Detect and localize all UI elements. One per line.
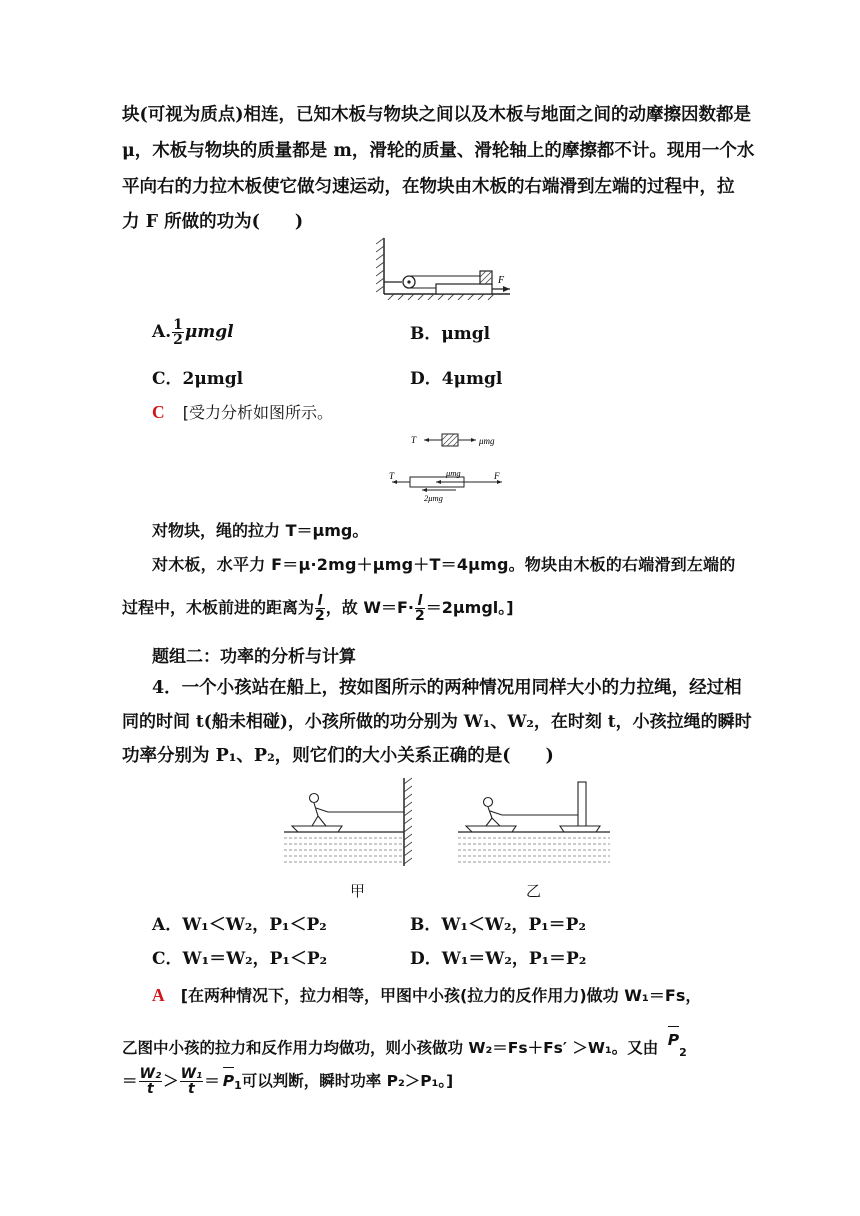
svg-text:T: T (389, 471, 395, 481)
q3-line-4: 力 F 所做的功为( ) (122, 212, 304, 232)
q3-option-a: A. $\frac{1}{2}$ μmgl (152, 317, 234, 348)
q4-line-1: 4．一个小孩站在船上，按如图所示的两种情况用同样大小的力拉绳，经过相 (152, 678, 742, 698)
figure-f-label: F (498, 275, 505, 286)
figure-left (284, 778, 412, 866)
q3-solution-2: 对木板，水平力 F＝μ·2mg＋μmg＋T＝4μmg。物块由木板的右端滑到左端的 (152, 555, 736, 574)
q3-answer-line (152, 400, 772, 425)
q4-solution-2: 乙图中小孩的拉力和反作用力均做功，则小孩做功 W₂＝Fs＋Fs′ ＞W₁。又由 $P_2$ (122, 1026, 742, 1065)
figure-right (458, 782, 610, 862)
svg-text:2μmg: 2μmg (424, 493, 443, 503)
q4-line-3: 功率分别为 P₁、P₂，则它们的大小关系正确的是( ) (122, 746, 554, 766)
q4-answer-key: A (152, 985, 165, 1005)
q3-answer-text: [受力分析如图所示。 (182, 403, 333, 422)
q3-line-3: 平向右的力拉木板使它做匀速运动，在物块由木板的右端滑到左端的过程中，拉 (122, 177, 735, 197)
q3-option-d: D．4μmgl (410, 369, 503, 389)
w2-over-t: $\frac{\text{W₂}}{t}$ (139, 1066, 162, 1097)
q4-answer-line (152, 983, 772, 1008)
q3-solution-3: 过程中，木板前进的距离为 $\frac{l}{2}$ ，故 W＝F· $\frac{l}{2}$ ＝2μmgl。] (122, 593, 514, 624)
q3-option-b: B．μmgl (410, 324, 491, 344)
q4-option-b: B．W₁＜W₂，P₁＝P₂ (410, 915, 586, 935)
free-body-diagram (384, 430, 514, 506)
l-over-2-fraction-2: $\frac{l}{2}$ (415, 593, 425, 624)
q3-answer-key: C (152, 402, 165, 422)
section-heading: 题组二：功率的分析与计算 (152, 647, 356, 667)
q3-option-c: C．2μmgl (152, 369, 244, 389)
svg-text:μmg: μmg (479, 436, 495, 446)
q4-solution-3: ＝ $\frac{\text{W₂}}{t}$ ＞ $\frac{\text{W₁}}{t}$ ＝ $P_1$可以判断，瞬时功率 P₂＞P₁。] (122, 1066, 454, 1097)
one-half-fraction: $\frac{1}{2}$ (173, 317, 183, 348)
w1-over-t: $\frac{\text{W₁}}{t}$ (180, 1066, 203, 1097)
q4-option-a: A．W₁＜W₂，P₁＜P₂ (152, 915, 327, 935)
svg-text:μmg: μmg (446, 468, 461, 478)
svg-text:F: F (494, 471, 500, 481)
q4-line-2: 同的时间 t(船未相碰)，小孩所做的功分别为 W₁、W₂，在时刻 t，小孩拉绳的瞬时 (122, 712, 752, 732)
caption-right: 乙 (526, 882, 542, 900)
q4-solution-1: [在两种情况下，拉力相等，甲图中小孩(拉力的反作用力)做功 W₁＝Fs， (180, 986, 702, 1005)
svg-text:T: T (411, 435, 417, 445)
boat-figures (282, 776, 612, 868)
q4-option-d: D．W₁＝W₂，P₁＝P₂ (410, 949, 587, 969)
q3-line-1: 块(可视为质点)相连，已知木板与物块之间以及木板与地面之间的动摩擦因数都是 (122, 105, 752, 125)
l-over-2-fraction: $\frac{l}{2}$ (315, 593, 325, 624)
q3-line-2: μ，木板与物块的质量都是 m，滑轮的质量、滑轮轴上的摩擦都不计。现用一个水 (122, 141, 755, 161)
q4-option-c: C．W₁＝W₂，P₁＜P₂ (152, 949, 328, 969)
caption-left: 甲 (350, 882, 366, 900)
pulley-board-figure (376, 236, 516, 300)
q3-solution-1: 对物块，绳的拉力 T＝μmg。 (152, 521, 369, 540)
